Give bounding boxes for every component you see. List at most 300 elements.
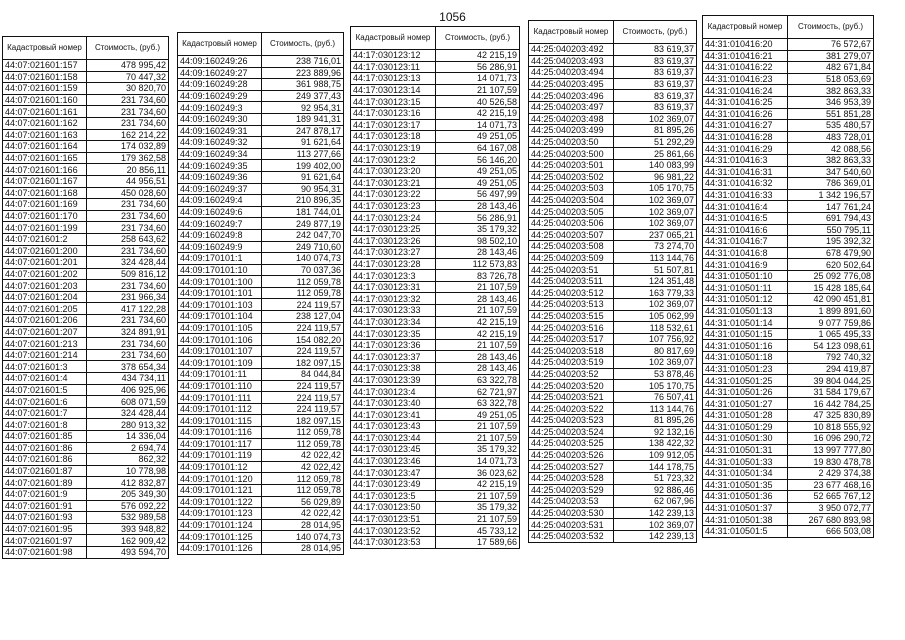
cadastral-number-cell: 44:25:040203:495 [529, 78, 614, 90]
cost-cell: 9 077 759,86 [788, 317, 874, 329]
cadastral-number-cell: 44:07:021601:160 [3, 94, 87, 106]
cadastral-number-cell: 44:09:170101:105 [178, 322, 262, 334]
cadastral-number-cell: 44:09:170101:126 [178, 542, 262, 554]
table-row [703, 444, 874, 456]
table-row [351, 223, 520, 235]
table-row [529, 264, 697, 276]
table-row [351, 305, 520, 317]
cadastral-number-cell: 44:07:021601:9 [3, 488, 87, 500]
header-cost: Стоимость, (руб.) [436, 27, 520, 50]
table-row [351, 177, 520, 189]
cadastral-table-3 [350, 26, 520, 549]
cadastral-number-cell: 44:31:010501:23 [703, 363, 788, 375]
cadastral-number-cell: 44:09:160249:36 [178, 171, 262, 183]
cadastral-number-cell: 44:25:040203:512 [529, 287, 614, 299]
table-row [178, 542, 344, 554]
cadastral-number-cell: 44:25:040203:516 [529, 322, 614, 334]
cadastral-number-cell: 44:07:021601:7 [3, 407, 87, 419]
cost-cell: 162 909,42 [87, 535, 169, 547]
table-row [3, 338, 169, 350]
table-row [529, 438, 697, 450]
table-row [351, 525, 520, 537]
table-row [3, 326, 169, 338]
table-row [703, 189, 874, 201]
table-row [529, 217, 697, 229]
cost-cell: 112 059,78 [262, 484, 344, 496]
table-row [703, 433, 874, 445]
table-row [529, 44, 697, 56]
cadastral-number-cell: 44:25:040203:527 [529, 461, 614, 473]
cost-cell: 1 342 196,57 [788, 189, 874, 201]
table-row [351, 73, 520, 85]
table-row [703, 85, 874, 97]
cost-cell: 23 677 468,16 [788, 479, 874, 491]
table-row [703, 305, 874, 317]
cost-cell: 28 143,46 [436, 351, 520, 363]
cadastral-number-cell: 44:17:030123:40 [351, 397, 436, 409]
cost-cell: 83 619,37 [614, 78, 697, 90]
table-row [3, 512, 169, 524]
table-row [703, 247, 874, 259]
table-row [529, 252, 697, 264]
cost-cell: 21 107,59 [436, 421, 520, 433]
cadastral-number-cell: 44:09:160249:34 [178, 148, 262, 160]
table-row [529, 391, 697, 403]
cost-cell: 25 092 776,08 [788, 270, 874, 282]
cadastral-number-cell: 44:25:040203:518 [529, 345, 614, 357]
table-row [3, 488, 169, 500]
cost-cell: 21 107,59 [436, 305, 520, 317]
table-row [703, 352, 874, 364]
cost-cell: 109 912,05 [614, 449, 697, 461]
table-row [178, 508, 344, 520]
cadastral-number-cell: 44:09:160249:3 [178, 102, 262, 114]
cost-cell: 142 239,13 [614, 530, 697, 542]
table-row [351, 119, 520, 131]
cost-cell: 56 286,91 [436, 61, 520, 73]
cadastral-table-1 [2, 36, 169, 559]
table-row [178, 380, 344, 392]
cost-cell: 91 621,64 [262, 171, 344, 183]
table-row [529, 101, 697, 113]
cadastral-number-cell: 44:31:010501:31 [703, 444, 788, 456]
cost-cell: 550 795,11 [788, 224, 874, 236]
cadastral-number-cell: 44:07:021601:205 [3, 303, 87, 315]
cost-cell: 42 022,42 [262, 508, 344, 520]
cost-cell: 786 369,01 [788, 178, 874, 190]
table-row [351, 536, 520, 548]
cadastral-number-cell: 44:07:021601:166 [3, 164, 87, 176]
cadastral-number-cell: 44:25:040203:53 [529, 496, 614, 508]
cost-cell: 14 071,73 [436, 455, 520, 467]
cost-cell: 162 214,22 [87, 129, 169, 141]
table-row [351, 409, 520, 421]
table-row [3, 257, 169, 269]
table-row [529, 67, 697, 79]
table-row [529, 368, 697, 380]
cadastral-number-cell: 44:07:021601:91 [3, 500, 87, 512]
cost-cell: 231 734,60 [87, 94, 169, 106]
table-row [178, 206, 344, 218]
cadastral-number-cell: 44:07:021601:157 [3, 60, 87, 72]
cost-cell: 39 804 044,25 [788, 375, 874, 387]
cadastral-number-cell: 44:09:160249:35 [178, 160, 262, 172]
cadastral-number-cell: 44:25:040203:529 [529, 484, 614, 496]
table-row [351, 61, 520, 73]
cadastral-number-cell: 44:09:170101:122 [178, 496, 262, 508]
cadastral-number-cell: 44:31:010501:37 [703, 502, 788, 514]
cost-cell: 691 794,43 [788, 212, 874, 224]
cadastral-number-cell: 44:25:040203:506 [529, 217, 614, 229]
cost-cell: 35 179,32 [436, 444, 520, 456]
cadastral-number-cell: 44:31:010501:10 [703, 270, 788, 282]
cost-cell: 382 863,33 [788, 85, 874, 97]
table-row [178, 276, 344, 288]
cost-cell: 16 096 290,72 [788, 433, 874, 445]
table-row [351, 386, 520, 398]
cost-cell: 62 067,96 [614, 496, 697, 508]
cadastral-number-cell: 44:25:040203:501 [529, 159, 614, 171]
cadastral-number-cell: 44:09:170101:12 [178, 461, 262, 473]
table-row [178, 496, 344, 508]
cadastral-number-cell: 44:17:030123:33 [351, 305, 436, 317]
table-row [703, 491, 874, 503]
table-row [529, 472, 697, 484]
cadastral-number-cell: 44:09:170101:119 [178, 450, 262, 462]
table-row [703, 108, 874, 120]
table-row [178, 438, 344, 450]
table-row [178, 531, 344, 543]
cadastral-number-cell: 44:25:040203:530 [529, 507, 614, 519]
cost-cell: 13 997 777,80 [788, 444, 874, 456]
table-row [529, 229, 697, 241]
cadastral-number-cell: 44:07:021601:214 [3, 349, 87, 361]
cost-cell: 412 832,87 [87, 477, 169, 489]
cadastral-number-cell: 44:25:040203:499 [529, 125, 614, 137]
table-row [703, 328, 874, 340]
cost-cell: 205 349,30 [87, 488, 169, 500]
cadastral-number-cell: 44:07:021601:163 [3, 129, 87, 141]
cadastral-number-cell: 44:07:021601:207 [3, 326, 87, 338]
cost-cell: 324 891,91 [87, 326, 169, 338]
table-row [351, 339, 520, 351]
cost-cell: 174 032,89 [87, 141, 169, 153]
cadastral-number-cell: 44:31:010501:13 [703, 305, 788, 317]
cost-cell: 393 948,82 [87, 523, 169, 535]
cost-cell: 10 778,98 [87, 465, 169, 477]
cost-cell: 238 127,04 [262, 311, 344, 323]
cost-cell: 154 082,20 [262, 334, 344, 346]
cadastral-number-cell: 44:31:010501:27 [703, 398, 788, 410]
table-row [529, 171, 697, 183]
table-row [529, 380, 697, 392]
table-row [529, 519, 697, 531]
table-row [178, 241, 344, 253]
table-row [703, 282, 874, 294]
cadastral-number-cell: 44:07:021601:170 [3, 210, 87, 222]
cost-cell: 14 071,73 [436, 73, 520, 85]
cost-cell: 249 877,19 [262, 218, 344, 230]
cost-cell: 238 716,01 [262, 56, 344, 68]
table-row [703, 62, 874, 74]
cadastral-number-cell: 44:17:030123:11 [351, 61, 436, 73]
table-row [529, 461, 697, 473]
cost-cell: 70 447,32 [87, 71, 169, 83]
cost-cell: 142 239,13 [614, 507, 697, 519]
cadastral-number-cell: 44:31:010501:11 [703, 282, 788, 294]
cost-cell: 294 419,87 [788, 363, 874, 375]
cadastral-number-cell: 44:25:040203:494 [529, 67, 614, 79]
cost-cell: 237 065,21 [614, 229, 697, 241]
table-row [178, 90, 344, 102]
cost-cell: 112 059,78 [262, 438, 344, 450]
table-row [529, 78, 697, 90]
table-row [3, 71, 169, 83]
table-row [3, 187, 169, 199]
table-row [3, 233, 169, 245]
table-row [351, 96, 520, 108]
cost-cell: 493 594,70 [87, 546, 169, 558]
cadastral-number-cell: 44:17:030123:28 [351, 258, 436, 270]
cadastral-number-cell: 44:09:160249:9 [178, 241, 262, 253]
cost-cell: 381 279,07 [788, 50, 874, 62]
table-row [3, 396, 169, 408]
cadastral-number-cell: 44:17:030123:41 [351, 409, 436, 421]
header-cadastral-number: Кадастровый номер [703, 16, 788, 39]
table-header-row [529, 21, 697, 44]
cadastral-number-cell: 44:31:010501:5 [703, 525, 788, 537]
cost-cell: 324 428,44 [87, 257, 169, 269]
table-row [178, 171, 344, 183]
table-row [351, 189, 520, 201]
table-row [3, 280, 169, 292]
cost-cell: 54 123 098,61 [788, 340, 874, 352]
header-cost: Стоимость, (руб.) [87, 37, 169, 60]
table-row [351, 50, 520, 62]
cadastral-number-cell: 44:25:040203:50 [529, 136, 614, 148]
cost-cell: 51 723,32 [614, 472, 697, 484]
cost-cell: 224 119,57 [262, 380, 344, 392]
cadastral-number-cell: 44:17:030123:18 [351, 131, 436, 143]
cadastral-number-cell: 44:17:030123:26 [351, 235, 436, 247]
table-row [178, 183, 344, 195]
cost-cell: 15 428 185,64 [788, 282, 874, 294]
cost-cell: 52 665 767,12 [788, 491, 874, 503]
cadastral-number-cell: 44:09:170101:117 [178, 438, 262, 450]
cost-cell: 182 097,15 [262, 357, 344, 369]
table-row [703, 317, 874, 329]
cost-cell: 49 251,05 [436, 165, 520, 177]
cost-cell: 80 817,69 [614, 345, 697, 357]
cadastral-number-cell: 44:07:021601:213 [3, 338, 87, 350]
cadastral-number-cell: 44:17:030123:5 [351, 490, 436, 502]
table-row [529, 345, 697, 357]
cadastral-number-cell: 44:09:170101:10 [178, 264, 262, 276]
cadastral-number-cell: 44:25:040203:500 [529, 148, 614, 160]
cadastral-number-cell: 44:31:010501:29 [703, 421, 788, 433]
table-row [3, 94, 169, 106]
table-row [703, 120, 874, 132]
table-row [178, 403, 344, 415]
cadastral-number-cell: 44:31:010501:18 [703, 352, 788, 364]
cost-cell: 102 369,07 [614, 113, 697, 125]
table-row [351, 258, 520, 270]
cost-cell: 112 059,78 [262, 427, 344, 439]
cost-cell: 36 023,62 [436, 467, 520, 479]
table-row [3, 60, 169, 72]
table-row [529, 241, 697, 253]
cadastral-number-cell: 44:25:040203:504 [529, 194, 614, 206]
table-row [529, 415, 697, 427]
cost-cell: 83 619,37 [614, 44, 697, 56]
cadastral-number-cell: 44:17:030123:19 [351, 142, 436, 154]
cost-cell: 28 143,46 [436, 247, 520, 259]
table-row [703, 259, 874, 271]
cadastral-number-cell: 44:31:010416:28 [703, 131, 788, 143]
table-header-row [3, 37, 169, 60]
cadastral-number-cell: 44:31:010501:25 [703, 375, 788, 387]
cadastral-table-4 [528, 20, 697, 543]
table-row [351, 432, 520, 444]
table-row [3, 419, 169, 431]
table-row [178, 461, 344, 473]
table-header-row [351, 27, 520, 50]
cadastral-number-cell: 44:09:170101:120 [178, 473, 262, 485]
cadastral-number-cell: 44:17:030123:17 [351, 119, 436, 131]
table-row [178, 473, 344, 485]
table-row [529, 310, 697, 322]
table-row [351, 374, 520, 386]
cadastral-number-cell: 44:07:021601:169 [3, 199, 87, 211]
cost-cell: 35 179,32 [436, 502, 520, 514]
cost-cell: 102 369,07 [614, 194, 697, 206]
cost-cell: 49 251,05 [436, 177, 520, 189]
cadastral-number-cell: 44:31:010501:34 [703, 467, 788, 479]
table-row [178, 56, 344, 68]
cost-cell: 28 014,95 [262, 542, 344, 554]
table-row [529, 55, 697, 67]
table-row [351, 316, 520, 328]
cost-cell: 14 071,73 [436, 119, 520, 131]
cadastral-number-cell: 44:17:030123:3 [351, 270, 436, 282]
cadastral-number-cell: 44:31:010501:16 [703, 340, 788, 352]
cost-cell: 450 028,60 [87, 187, 169, 199]
cadastral-number-cell: 44:17:030123:21 [351, 177, 436, 189]
cost-cell: 83 619,37 [614, 90, 697, 102]
cost-cell: 25 861,66 [614, 148, 697, 160]
cost-cell: 478 995,42 [87, 60, 169, 72]
cost-cell: 73 274,70 [614, 241, 697, 253]
table-row [703, 224, 874, 236]
cadastral-number-cell: 44:31:010501:30 [703, 433, 788, 445]
cadastral-number-cell: 44:07:021601:8 [3, 419, 87, 431]
table-row [351, 397, 520, 409]
table-row [3, 373, 169, 385]
cadastral-number-cell: 44:25:040203:507 [529, 229, 614, 241]
cadastral-number-cell: 44:07:021601:2 [3, 233, 87, 245]
cadastral-number-cell: 44:17:030123:34 [351, 316, 436, 328]
cadastral-number-cell: 44:09:170101:125 [178, 531, 262, 543]
cadastral-number-cell: 44:17:030123:51 [351, 513, 436, 525]
table-row [529, 322, 697, 334]
cost-cell: 482 671,84 [788, 62, 874, 74]
table-row [351, 467, 520, 479]
table-row [178, 148, 344, 160]
cadastral-number-cell: 44:09:170101:111 [178, 392, 262, 404]
cost-cell: 382 863,33 [788, 154, 874, 166]
cadastral-number-cell: 44:07:021601:167 [3, 175, 87, 187]
cost-cell: 105 062,99 [614, 310, 697, 322]
cost-cell: 63 322,78 [436, 374, 520, 386]
cadastral-number-cell: 44:31:010416:24 [703, 85, 788, 97]
cost-cell: 42 215,19 [436, 107, 520, 119]
table-row [703, 212, 874, 224]
table-header-row [178, 33, 344, 56]
table-row [178, 369, 344, 381]
cadastral-number-cell: 44:17:030123:37 [351, 351, 436, 363]
cadastral-number-cell: 44:25:040203:521 [529, 391, 614, 403]
header-cadastral-number: Кадастровый номер [529, 21, 614, 44]
cadastral-number-cell: 44:31:010416:3 [703, 154, 788, 166]
table-row [178, 67, 344, 79]
cost-cell: 83 726,78 [436, 270, 520, 282]
cost-cell: 112 059,78 [262, 276, 344, 288]
table-row [529, 496, 697, 508]
cost-cell: 90 954,31 [262, 183, 344, 195]
cadastral-number-cell: 44:07:021601:162 [3, 117, 87, 129]
cost-cell: 47 325 830,89 [788, 410, 874, 422]
cadastral-number-cell: 44:31:010416:29 [703, 143, 788, 155]
cost-cell: 42 215,19 [436, 316, 520, 328]
table-row [178, 334, 344, 346]
table-row [703, 340, 874, 352]
cost-cell: 576 092,22 [87, 500, 169, 512]
cost-cell: 324 428,44 [87, 407, 169, 419]
table-row [3, 83, 169, 95]
cadastral-number-cell: 44:31:010501:12 [703, 294, 788, 306]
cost-cell: 231 734,60 [87, 280, 169, 292]
cadastral-number-cell: 44:25:040203:497 [529, 101, 614, 113]
cost-cell: 21 107,59 [436, 432, 520, 444]
cost-cell: 231 734,60 [87, 117, 169, 129]
cadastral-number-cell: 44:07:021601:168 [3, 187, 87, 199]
table-row [3, 117, 169, 129]
table-row [3, 431, 169, 443]
cadastral-number-cell: 44:07:021601:200 [3, 245, 87, 257]
cost-cell: 3 950 072,77 [788, 502, 874, 514]
cost-cell: 249 710,60 [262, 241, 344, 253]
cost-cell: 509 816,12 [87, 268, 169, 280]
cost-cell: 224 119,57 [262, 403, 344, 415]
cost-cell: 102 369,07 [614, 206, 697, 218]
cadastral-number-cell: 44:31:010416:8 [703, 247, 788, 259]
cost-cell: 113 277,66 [262, 148, 344, 160]
cost-cell: 2 429 374,38 [788, 467, 874, 479]
table-row [3, 535, 169, 547]
table-row [3, 361, 169, 373]
table-row [178, 79, 344, 91]
cadastral-number-cell: 44:09:160249:27 [178, 67, 262, 79]
cost-cell: 35 179,32 [436, 223, 520, 235]
table-row [351, 455, 520, 467]
table-row [3, 175, 169, 187]
page-number: 1056 [439, 10, 466, 24]
cadastral-number-cell: 44:17:030123:16 [351, 107, 436, 119]
cadastral-number-cell: 44:07:021601:95 [3, 523, 87, 535]
table-row [703, 410, 874, 422]
cadastral-number-cell: 44:09:170101:123 [178, 508, 262, 520]
table-row [703, 39, 874, 51]
